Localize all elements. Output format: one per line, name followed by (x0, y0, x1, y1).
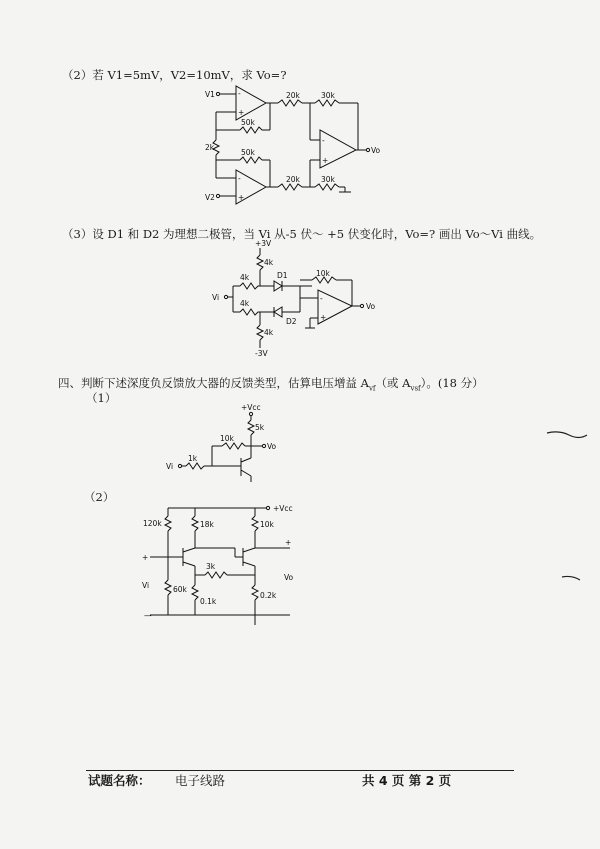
item-1-label: （1） (86, 391, 117, 405)
svg-text:20k: 20k (286, 175, 300, 184)
svg-text:10k: 10k (260, 520, 274, 529)
svg-text:20k: 20k (286, 91, 300, 100)
svg-text:+: + (142, 553, 149, 562)
svg-text:Vo: Vo (267, 442, 277, 451)
svg-text:0.2k: 0.2k (260, 591, 277, 600)
footer-course-name: 电子线路 (175, 773, 226, 788)
label-v2: V2 (205, 193, 215, 202)
svg-text:4k: 4k (240, 299, 250, 308)
svg-text:30k: 30k (321, 175, 335, 184)
svg-text:+: + (320, 313, 327, 322)
svg-text:+: + (238, 193, 245, 202)
svg-text:D1: D1 (277, 271, 288, 280)
svg-text:120k: 120k (143, 519, 162, 528)
svg-text:0.1k: 0.1k (200, 597, 217, 606)
svg-text:4k: 4k (264, 258, 274, 267)
svg-text:-: - (238, 174, 241, 183)
section-4-heading: 四、判断下述深度负反馈放大器的反馈类型，估算电压增益 $A_{vf}$（或 $A_{vsf}$）。(18 分） (58, 376, 484, 393)
svg-text:5k: 5k (255, 423, 265, 432)
svg-text:50k: 50k (241, 118, 255, 127)
svg-text:-3V: -3V (255, 349, 268, 358)
svg-text:10k: 10k (316, 269, 330, 278)
svg-text:+3V: +3V (255, 239, 272, 248)
svg-text:4k: 4k (240, 273, 250, 282)
svg-text:Vo: Vo (366, 302, 376, 311)
footer-title-label: 试题名称： (88, 773, 151, 788)
svg-text:Vi: Vi (166, 462, 174, 471)
svg-text:+: + (285, 538, 292, 547)
svg-text:18k: 18k (200, 520, 214, 529)
svg-text:60k: 60k (173, 585, 187, 594)
question-3-text: （3）设 D1 和 D2 为理想二极管，当 Vi 从-5 伏～ +5 伏变化时，Vo=? 画出 Vo～Vi 曲线。 (62, 227, 542, 241)
opamp1-plus: + (238, 108, 245, 117)
svg-text:2k: 2k (205, 143, 215, 152)
svg-text:Vo: Vo (284, 573, 294, 582)
svg-text:10k: 10k (220, 434, 234, 443)
svg-text:D2: D2 (286, 317, 297, 326)
svg-text:+Vcc: +Vcc (241, 403, 261, 412)
svg-text:50k: 50k (241, 148, 255, 157)
item-2-label: （2） (84, 490, 115, 504)
svg-text:Vi: Vi (142, 581, 150, 590)
question-2-text: （2）若 V1=5mV，V2=10mV，求 Vo=? (62, 68, 287, 82)
label-vo-a: Vo (371, 146, 381, 155)
svg-text:30k: 30k (321, 91, 335, 100)
opamp1-minus: - (238, 89, 241, 98)
footer-page-count: 共 4 页 第 2 页 (362, 773, 452, 788)
svg-text:-: - (320, 294, 323, 303)
svg-text:3k: 3k (206, 562, 216, 571)
svg-text:+Vcc: +Vcc (273, 504, 293, 513)
svg-text:-: - (322, 136, 325, 145)
svg-text:Vi: Vi (212, 293, 220, 302)
svg-text:1k: 1k (188, 454, 198, 463)
svg-text:—: — (144, 611, 152, 620)
label-v1: V1 (205, 90, 215, 99)
svg-text:4k: 4k (264, 328, 274, 337)
svg-text:+: + (322, 156, 329, 165)
